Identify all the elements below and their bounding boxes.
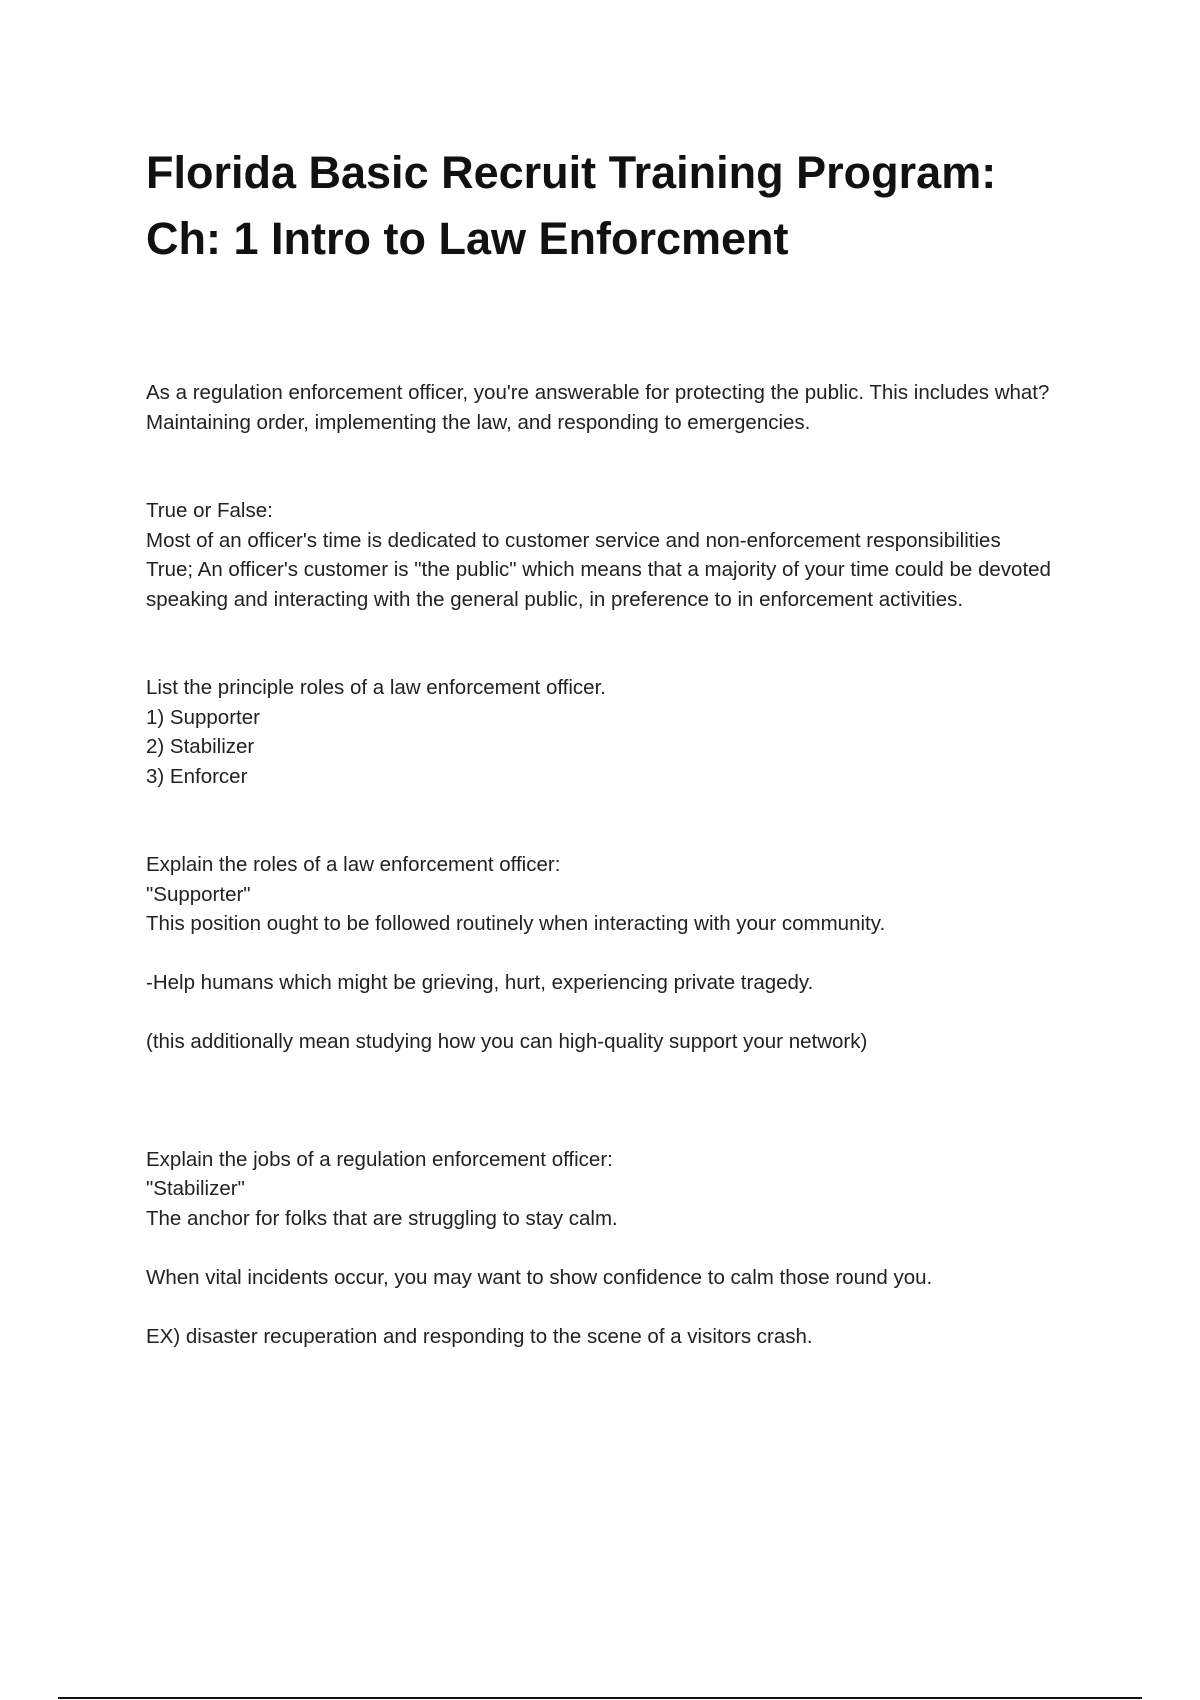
- question-text: Explain the jobs of a regulation enforcement officer:: [146, 1147, 613, 1171]
- answer-text: This position ought to be followed routinely when interacting with your community.: [146, 912, 886, 935]
- answer-text: -Help humans which might be grieving, hurt, experiencing private tragedy.: [146, 971, 814, 994]
- list-item: 1) Supporter: [146, 705, 260, 729]
- question-text: As a regulation enforcement officer, you're answerable for protecting the public. This includes what?: [146, 381, 1050, 404]
- paragraph-gap: [146, 998, 1086, 1028]
- paragraph-gap: [146, 1233, 1086, 1263]
- list-item: 3) Enforcer: [146, 764, 248, 788]
- document-content: [146, 378, 1086, 1351]
- role-name: "Supporter": [146, 882, 251, 906]
- answer-text: Maintaining order, implementing the law, and responding to emergencies.: [146, 410, 811, 434]
- paragraph-gap: [146, 939, 1086, 969]
- title-line-1: Florida Basic Recruit Training Program:: [146, 147, 997, 198]
- qa-block-3: [146, 673, 1086, 791]
- document-page: [146, 140, 1086, 1410]
- answer-text: EX) disaster recuperation and responding to the scene of a visitors crash.: [146, 1324, 813, 1348]
- role-name: "Stabilizer": [146, 1177, 245, 1200]
- question-text: Explain the roles of a law enforcement officer:: [146, 853, 561, 876]
- qa-block-5: [146, 1145, 1086, 1352]
- answer-text: True; An officer's customer is "the public" which means that a majority of your time could be devoted speaking and interacting with the general public, in preference to in enforcement activities.: [146, 558, 1051, 611]
- answer-text: (this additionally mean studying how you can high-quality support your network): [146, 1030, 868, 1053]
- answer-text: When vital incidents occur, you may want to show confidence to calm those round you.: [146, 1265, 933, 1289]
- question-text: List the principle roles of a law enforcement officer.: [146, 676, 606, 699]
- question-label: True or False:: [146, 499, 273, 522]
- question-text: Most of an officer's time is dedicated to customer service and non-enforcement responsibilities: [146, 528, 1001, 552]
- qa-block-1: [146, 378, 1086, 437]
- title-line-2: Ch: 1 Intro to Law Enforcment: [146, 213, 789, 264]
- qa-block-4: [146, 850, 1086, 1057]
- footer-divider: [58, 1697, 1142, 1699]
- qa-block-2: [146, 496, 1086, 614]
- answer-text: The anchor for folks that are struggling to stay calm.: [146, 1206, 618, 1230]
- paragraph-gap: [146, 1292, 1086, 1322]
- document-title: [146, 140, 1086, 272]
- list-item: 2) Stabilizer: [146, 735, 255, 758]
